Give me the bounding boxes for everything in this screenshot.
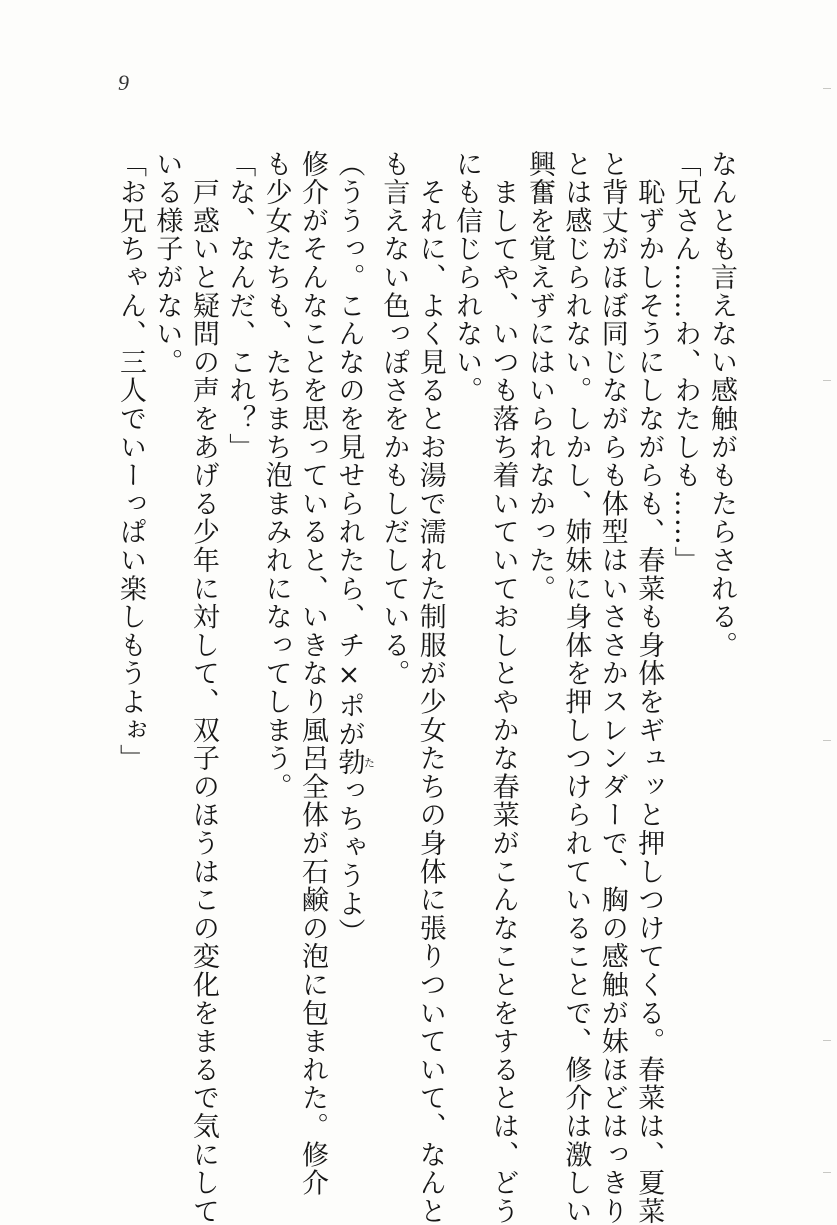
text-line: と背丈がほぼ同じながらも体型はいささかスレンダーで、胸の感触が妹ほどはっきり <box>596 150 628 1225</box>
text-segment: っちゃうよ） <box>333 776 365 947</box>
page-edge-scan-marks <box>817 0 831 1200</box>
text-line: 興奮を覚えずにはいられなかった。 <box>523 150 555 603</box>
edge-mark <box>823 740 831 741</box>
ruby-base: 勃 <box>333 748 365 777</box>
text-line: 「な、なんだ、これ？」 <box>224 150 256 462</box>
text-line: も言えない色っぽさをかもしだしている。 <box>378 150 410 688</box>
edge-mark <box>823 1172 831 1173</box>
text-line: それに、よく見るとお湯で濡れた制服が少女たちの身体に張りついていて、なんと <box>414 150 446 1225</box>
text-line: とは感じられない。しかし、姉妹に身体を押しつけられていることで、修介は激しい <box>560 150 592 1225</box>
text-line: 「兄さん……わ、わたしも……」 <box>669 150 701 575</box>
ruby-annotation <box>333 748 376 777</box>
edge-mark <box>823 1040 831 1041</box>
text-line-with-ruby <box>330 150 375 1190</box>
text-line: いる様子がない。 <box>151 150 183 377</box>
text-line: ましてや、いつも落ち着いていておしとやかな春菜がこんなことをするとは、どう <box>487 150 519 1225</box>
text-line: 恥ずかしそうにしながらも、春菜も身体をギュッと押しつけてくる。春菜は、夏菜 <box>633 150 665 1225</box>
vertical-body-text <box>112 150 739 1225</box>
page-number: 9 <box>118 70 129 95</box>
edge-mark <box>823 88 831 89</box>
text-line: 「お兄ちゃん、三人でいーっぱい楽しもうよぉ」 <box>115 150 146 773</box>
text-line: なんとも言えない感触がもたらされる。 <box>706 150 737 660</box>
edge-mark <box>823 380 831 381</box>
text-segment: （ううっ。こんなのを見せられたら、チ×ポが <box>333 150 365 749</box>
text-line: にも信じられない。 <box>451 150 483 405</box>
text-line: 修介がそんなことを思っていると、いきなり風呂全体が石鹸の泡に包まれた。修介 <box>297 150 329 1198</box>
text-line: も少女たちも、たちまち泡まみれになってしまう。 <box>260 150 292 801</box>
text-line: 戸惑いと疑問の声をあげる少年に対して、双子のほうはこの変化をまるで気にして <box>187 150 219 1225</box>
ruby-reading: た <box>362 748 376 777</box>
